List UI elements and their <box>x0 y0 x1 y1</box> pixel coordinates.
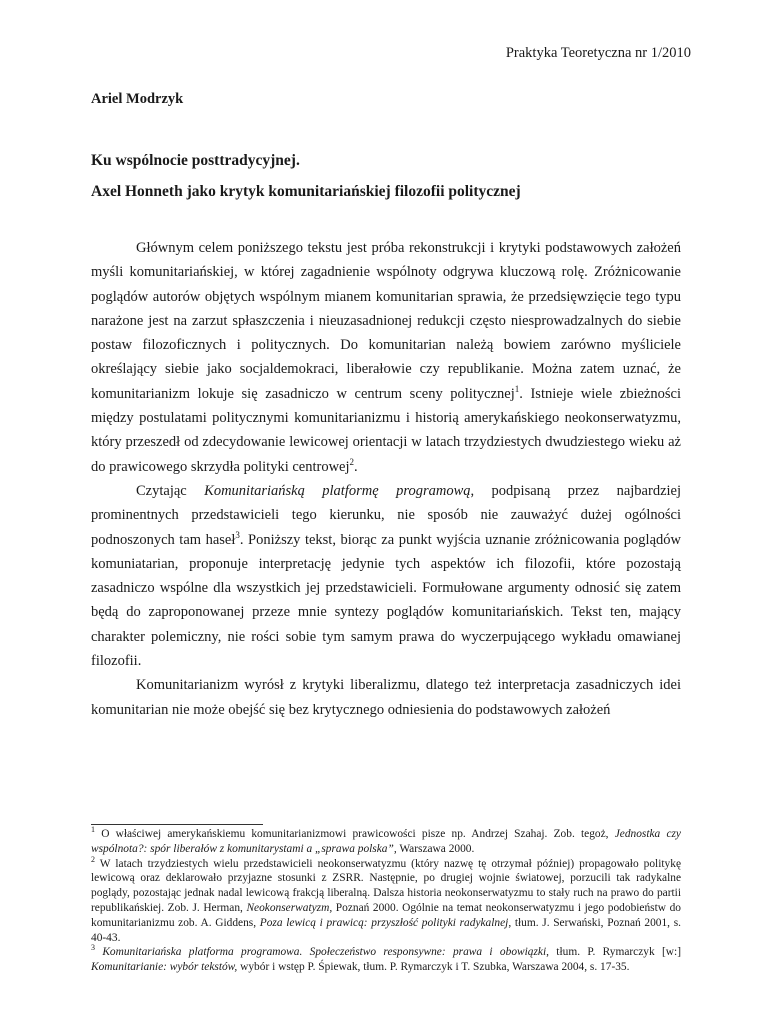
footnote-ref-1[interactable]: 1 <box>514 383 520 394</box>
footnote-text: , tłum. J. Serwański, Poznań 2001, s. 40-43. <box>91 916 681 944</box>
paragraph-3: Komunitarianizm wyrósł z krytyki liberalizmu, dlatego też interpretacja zasadniczych idei komunitarian nie może obejść się bez krytycznego odniesienia do podstawowych założeń <box>91 677 681 718</box>
footnote-text: wybór i wstęp P. Śpiewak, tłum. P. Rymarczyk i T. Szubka, Warszawa 2004, s. 17-35. <box>237 961 630 974</box>
author-name: Ariel Modrzyk <box>91 91 184 107</box>
footnote-ref-2[interactable]: 2 <box>349 456 355 467</box>
body-text <box>91 236 681 722</box>
title-line-2: Axel Honneth jako krytyk komunitariańskiej filozofii politycznej <box>91 183 521 200</box>
paragraph-1-end: . <box>354 458 358 475</box>
footnote-text: , tłum. P. Rymarczyk [w:] <box>546 946 681 959</box>
footnote-number: 3 <box>91 943 95 953</box>
footnote-cited-title: Komunitariańska platforma programowa. Społeczeństwo responsywne: prawa i obowiązki <box>95 946 547 959</box>
paragraph-2 <box>91 479 681 673</box>
cited-title: Komunitariańską platformę programową <box>204 482 471 499</box>
paragraph-2-text-end: . Poniższy tekst, biorąc za punkt wyjścia uznanie zróżnicowania poglądów komuniatarian, proponuje interpretację jedynie tych aspektów ich filozofii, które pozostają zasadniczo wspólne dla wszystkich jej przedstawicieli. Formułowane argumenty odnosić się zatem będą do zaproponowanej przeze mnie syntezy poglądów komunitariańskich. Tekst ten, mający charakter polemiczny, nie rości sobie tym samym prawa do wyczerpującego wykładu omawianej filozofii. <box>91 531 681 670</box>
footnote-number: 1 <box>91 825 95 835</box>
footnote-cited-title: Neokonserwatyzm, <box>246 901 333 914</box>
title-line-1: Ku wspólnocie posttradycyjnej. <box>91 152 300 169</box>
footnote-text: O właściwej amerykańskiemu komunitarianizmowi prawicowości pisze np. Andrzej Szahaj. Zob. tegoż, <box>95 828 615 840</box>
paragraph-1-text-cont: . Istnieje wiele zbieżności między postulatami politycznymi komunitarianizmu i historią amerykańskiego neokonserwatyzmu, który przeszedł od zdecydowanie lewicowej orientacji w latach trzydziestych dwudziestego wieku aż do prawicowego skrzydła polityki centrowej <box>91 385 681 475</box>
paragraph-2-text: Czytając <box>136 482 205 499</box>
footnote-cited-title: Komunitarianie: wybór tekstów, <box>91 961 238 974</box>
footnote-cited-title: Poza lewicą i prawicą: przyszłość polityki radykalnej <box>259 916 509 929</box>
footnote-3 <box>91 945 681 975</box>
paragraph-2-text-cont: , podpisaną przez najbardziej prominentnych przedstawicieli tego kierunku, nie sposób nie zauważyć dużej ogólności podnoszonych tam haseł <box>91 482 681 548</box>
footnote-separator <box>91 824 263 825</box>
paragraph-1 <box>91 236 681 479</box>
running-header: Praktyka Teoretyczna nr 1/2010 <box>505 45 691 61</box>
footnote-text: Poznań 2000. Ogólnie na temat neokonserwatyzmu i jego podobieństw do komunitarianizmu zob. A. Giddens, <box>91 901 681 929</box>
footnote-2 <box>91 854 681 946</box>
footnote-ref-3[interactable]: 3 <box>235 529 240 540</box>
footnote-1 <box>91 827 681 857</box>
footnote-cited-title: Jednostka czy wspólnota?: spór liberałów z komunitarystami a „sprawa polska”, <box>91 828 681 855</box>
footnotes <box>91 827 681 975</box>
paragraph-1-text: Głównym celem poniższego tekstu jest próba rekonstrukcji i krytyki podstawowych założeń myśli komunitariańskiej, w której zagadnienie wspólnoty odgrywa kluczową rolę. Zróżnicowanie poglądów autorów objętych wspólnym mianem komunitarian sprawia, że przedsięwzięcie tego typu narażone jest na zarzut spłaszczenia i nieuzasadnionej redukcji często niesprowadzalnych do siebie postaw filozoficznych i politycznych. Do komunitarian należą bowiem zarówno myśliciele określający siebie jako socjaldemokraci, liberałowie czy republikanie. Można zatem uznać, że komunitarianizm lokuje się zasadniczo w centrum sceny politycznej <box>91 240 681 402</box>
footnote-text: W latach trzydziestych wielu przedstawicieli neokonserwatyzmu (który nazwę tę otrzymał później) propagowało politykę lewicową oraz deklarowało przyjazne stosunki z ZSRR. Następnie, po drugiej wojnie światowej, porzucili tak radykalne poglądy, pozostając jednak nadal lewicową frakcją liberalną. Dalsza historia neokonserwatyzmu to stały ruch na prawo do partii republikańskiej. Zob. J. Herman, <box>91 857 681 914</box>
footnote-text: Warszawa 2000. <box>396 842 475 855</box>
footnote-number: 2 <box>91 854 95 864</box>
